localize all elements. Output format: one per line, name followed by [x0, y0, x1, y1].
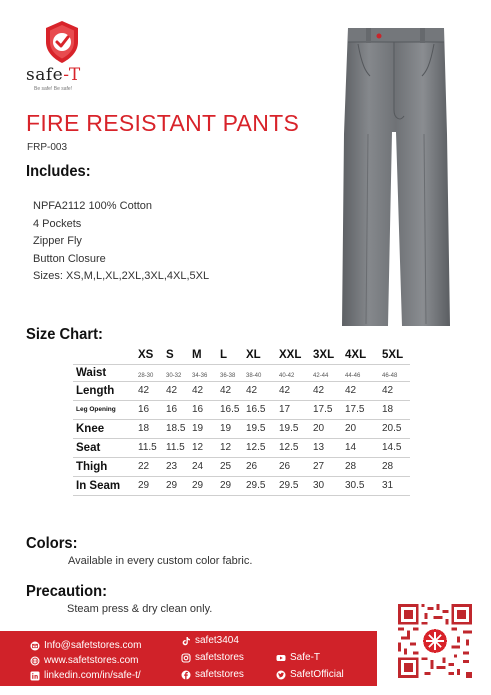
shield-check-icon	[45, 20, 79, 64]
footer-twitter[interactable]	[276, 669, 344, 680]
instagram-icon	[181, 653, 191, 663]
table-cell: 16.5	[220, 404, 240, 415]
footer-tiktok-text: safet3404	[195, 635, 239, 646]
table-cell: 28	[345, 461, 357, 472]
table-cell: 42-44	[313, 372, 329, 379]
table-cell: 16	[166, 404, 178, 415]
list-item: Sizes: XS,M,L,XL,2XL,3XL,4XL,5XL	[33, 270, 210, 282]
tiktok-icon	[181, 636, 191, 646]
table-cell: 28-30	[138, 372, 154, 379]
footer-email-text: Info@safetstores.com	[44, 640, 142, 651]
table-cell: 20	[345, 423, 357, 434]
table-cell: 29	[220, 480, 232, 491]
table-row	[73, 457, 410, 476]
row-label: Knee	[76, 422, 105, 435]
table-cell: 38-40	[246, 372, 262, 379]
product-title: FIRE RESISTANT PANTS	[26, 110, 300, 136]
size-header-cell: L	[220, 348, 228, 361]
table-cell: 44-46	[345, 372, 361, 379]
table-cell: 29.5	[246, 480, 266, 491]
table-cell: 11.5	[138, 442, 157, 453]
footer-linkedin[interactable]	[30, 670, 141, 681]
size-header-blank	[73, 346, 138, 364]
brand-tagline: Be safe! Be safe!	[34, 86, 73, 92]
list-item: Zipper Fly	[33, 235, 82, 247]
table-cell: 16	[138, 404, 150, 415]
table-cell: 42	[166, 385, 178, 396]
facebook-icon	[181, 670, 191, 680]
table-cell: 42	[313, 385, 325, 396]
table-cell: 18	[382, 404, 394, 415]
table-cell: 42	[246, 385, 258, 396]
row-label: Length	[76, 384, 115, 397]
table-cell: 29	[192, 480, 204, 491]
row-label: Seat	[76, 441, 101, 454]
footer-facebook-text: safetstores	[195, 669, 244, 680]
size-chart-heading: Size Chart:	[26, 326, 103, 343]
row-label: Thigh	[76, 460, 108, 473]
table-cell: 42	[192, 385, 204, 396]
row-label: In Seam	[76, 479, 121, 492]
footer-youtube[interactable]	[276, 652, 320, 663]
table-cell: 12.5	[246, 442, 266, 453]
includes-heading: Includes:	[26, 163, 91, 180]
table-cell: 12.5	[279, 442, 299, 453]
table-row	[73, 476, 410, 495]
includes-list	[33, 198, 209, 286]
footer-twitter-text: SafetOfficial	[290, 669, 344, 680]
qr-code[interactable]	[398, 604, 472, 678]
table-cell: 42	[138, 385, 150, 396]
table-cell: 11.5	[166, 442, 185, 453]
row-label: Leg Opening	[76, 406, 116, 413]
size-header-cell: XL	[246, 348, 261, 361]
footer-website-text: www.safetstores.com	[44, 655, 139, 666]
precaution-heading: Precaution:	[26, 583, 107, 600]
row-label: Waist	[76, 366, 107, 379]
table-cell: 30-32	[166, 372, 182, 379]
table-cell: 19.5	[279, 423, 299, 434]
table-cell: 26	[246, 461, 258, 472]
email-icon	[30, 641, 40, 651]
twitter-icon	[276, 670, 286, 680]
footer-youtube-text: Safe-T	[290, 652, 321, 663]
table-cell: 20	[313, 423, 325, 434]
size-header-cell: XS	[138, 348, 154, 361]
linkedin-icon	[30, 671, 40, 681]
list-item: 4 Pockets	[33, 217, 82, 230]
table-cell: 34-36	[192, 372, 208, 379]
footer-facebook[interactable]	[181, 669, 244, 680]
footer-tiktok[interactable]	[181, 635, 239, 646]
precaution-text: Steam press & dry clean only.	[67, 603, 213, 615]
table-cell: 30	[313, 480, 325, 491]
table-cell: 29	[138, 480, 150, 491]
table-cell: 19.5	[246, 423, 266, 434]
list-item: NPFA2112 100% Cotton	[33, 200, 153, 212]
table-cell: 14	[345, 442, 357, 453]
table-cell: 30.5	[345, 480, 365, 491]
footer-instagram-text: safetstores	[195, 652, 244, 663]
size-header-cell: 4XL	[345, 348, 367, 361]
youtube-icon	[276, 653, 286, 663]
table-cell: 31	[382, 480, 394, 491]
table-row	[73, 381, 410, 400]
table-cell: 36-38	[220, 372, 236, 379]
product-code: FRP-003	[27, 142, 68, 153]
size-header-row	[73, 346, 410, 364]
table-row	[73, 400, 410, 419]
table-cell: 17	[279, 404, 291, 415]
table-cell: 25	[220, 461, 232, 472]
table-cell: 16	[192, 404, 204, 415]
footer-website[interactable]	[30, 655, 138, 666]
footer-email[interactable]	[30, 640, 141, 651]
table-cell: 40-42	[279, 372, 295, 379]
table-cell: 23	[166, 461, 178, 472]
colors-text: Available in every custom color fabric.	[68, 555, 253, 567]
table-cell: 42	[345, 385, 357, 396]
globe-icon	[30, 656, 40, 666]
size-header-cell: 3XL	[313, 348, 335, 361]
table-cell: 29	[166, 480, 178, 491]
size-header-cell: XXL	[279, 348, 302, 361]
size-header-cell: 5XL	[382, 348, 404, 361]
footer-instagram[interactable]	[181, 652, 244, 663]
size-header-cell: S	[166, 348, 174, 361]
table-cell: 18.5	[166, 423, 186, 434]
table-cell: 14.5	[382, 442, 402, 453]
table-cell: 29.5	[279, 480, 299, 491]
table-cell: 22	[138, 461, 150, 472]
size-header-cell: M	[192, 348, 202, 361]
table-cell: 42	[279, 385, 291, 396]
table-cell: 12	[220, 442, 232, 453]
table-cell: 18	[138, 423, 150, 434]
table-cell: 26	[279, 461, 291, 472]
brand-name: safe-T	[26, 65, 81, 85]
colors-heading: Colors:	[26, 535, 78, 552]
table-cell: 42	[382, 385, 394, 396]
table-row	[73, 419, 410, 438]
pants-product-image	[340, 14, 452, 332]
table-cell: 20.5	[382, 423, 402, 434]
table-cell: 19	[220, 423, 232, 434]
table-cell: 42	[220, 385, 232, 396]
table-cell: 19	[192, 423, 204, 434]
table-row	[73, 364, 410, 381]
table-cell: 27	[313, 461, 325, 472]
table-cell: 13	[313, 442, 325, 453]
table-cell: 24	[192, 461, 204, 472]
table-cell: 16.5	[246, 404, 266, 415]
table-cell: 17.5	[345, 404, 365, 415]
table-cell: 17.5	[313, 404, 333, 415]
table-row	[73, 438, 410, 457]
table-cell: 28	[382, 461, 394, 472]
list-item: Button Closure	[33, 252, 106, 265]
footer-linkedin-text: linkedin.com/in/safe-t/	[44, 670, 141, 681]
table-cell: 12	[192, 442, 204, 453]
table-cell: 46-48	[382, 372, 398, 379]
size-chart-table	[73, 346, 410, 496]
